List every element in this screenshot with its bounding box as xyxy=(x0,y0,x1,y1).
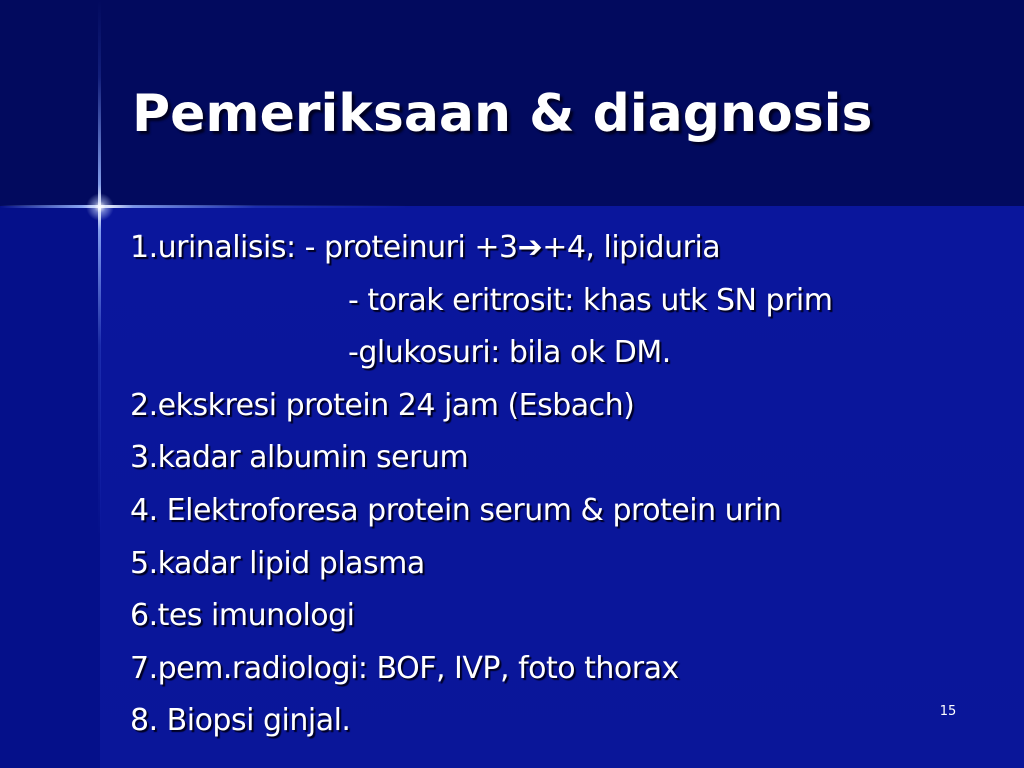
star-sparkle-icon xyxy=(86,193,114,221)
background-left-band xyxy=(0,206,100,768)
slide-title: Pemeriksaan & diagnosis xyxy=(132,84,873,144)
list-item-imunologi: 6.tes imunologi xyxy=(130,598,355,634)
right-arrow-icon: ➔ xyxy=(517,230,543,265)
list-item-ekskresi: 2.ekskresi protein 24 jam (Esbach) xyxy=(130,387,635,423)
list-item-albumin: 3.kadar albumin serum xyxy=(130,440,469,476)
list-subitem-glukosuri: -glukosuri: bila ok DM. xyxy=(348,335,671,371)
star-flare-vertical xyxy=(98,0,101,768)
list-item-radiologi: 7.pem.radiologi: BOF, IVP, foto thorax xyxy=(130,650,679,686)
slide-number: 15 xyxy=(939,704,957,719)
list-item-elektroforesa: 4. Elektroforesa protein serum & protein urin xyxy=(130,492,782,528)
list-item-text: 1.urinalisis: - proteinuri +3 xyxy=(130,230,518,265)
list-item-biopsi: 8. Biopsi ginjal. xyxy=(130,703,351,739)
star-flare-horizontal xyxy=(0,205,1024,208)
list-subitem-torak: - torak eritrosit: khas utk SN prim xyxy=(348,282,833,318)
list-item-urinalisis xyxy=(130,222,832,275)
list-item-text: +4, lipiduria xyxy=(542,230,721,265)
content-list xyxy=(130,222,832,748)
list-item-lipid: 5.kadar lipid plasma xyxy=(130,545,425,581)
